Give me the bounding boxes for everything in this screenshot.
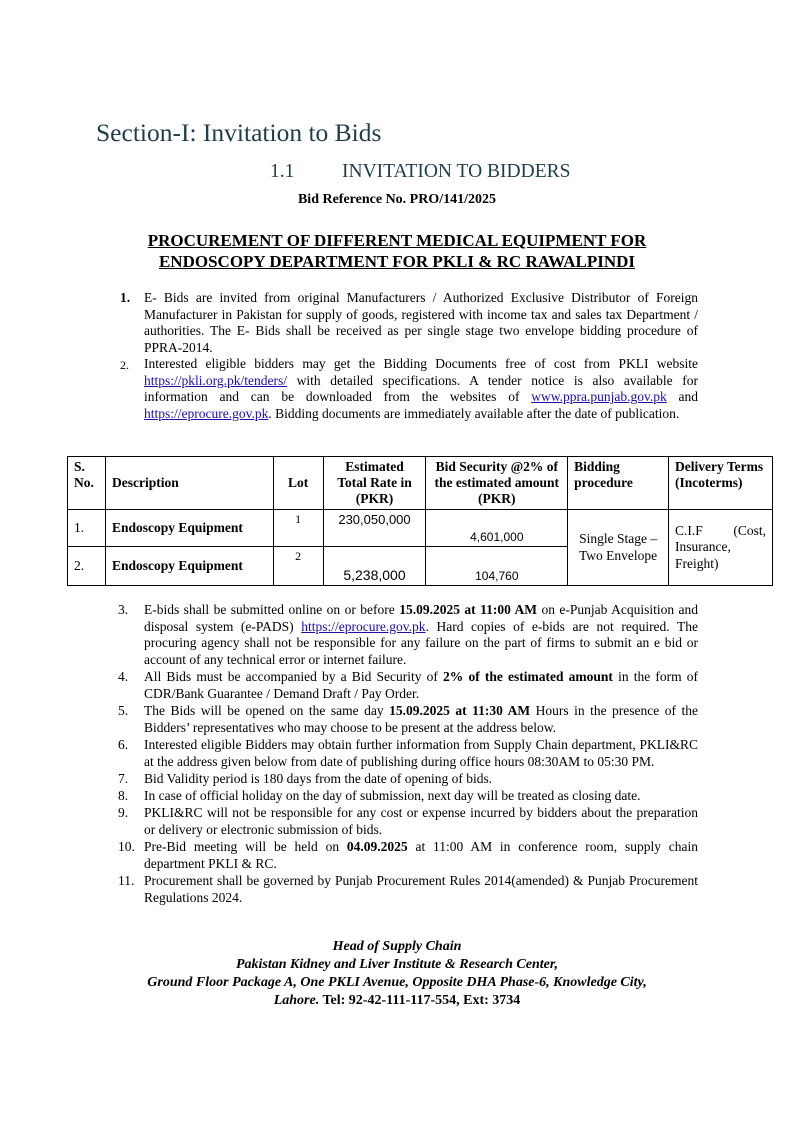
list-item-text: E-bids shall be submitted online on or before bbox=[144, 602, 400, 617]
list-item-text: Procurement shall be governed by Punjab Procurement Rules 2014(amended) & Punjab Procurement Regulations 2024. bbox=[144, 873, 698, 905]
table-row bbox=[68, 510, 773, 547]
footer-line-3: Ground Floor Package A, One PKLI Avenue, Opposite DHA Phase-6, Knowledge City, bbox=[147, 975, 647, 990]
list-item-number: 11. bbox=[118, 873, 135, 889]
list-item bbox=[118, 703, 698, 736]
list-item-text: on e-Punjab Acquisition and disposal system (e-PADS) bbox=[144, 602, 698, 634]
list-item-text: . Hard copies of e-bids are not required. The procuring agency shall not be responsible for any failure on the part of firms to submit an e bid or account of any technical error or internet failure. bbox=[144, 618, 698, 668]
bids-table bbox=[67, 456, 773, 586]
list-item-number: 3. bbox=[118, 602, 129, 617]
footer-city: Lahore. bbox=[273, 993, 320, 1008]
eprocure-link[interactable]: https://eprocure.gov.pk bbox=[301, 618, 426, 634]
section-title: Section-I: Invitation to Bids bbox=[96, 118, 382, 147]
list-item-text: All Bids must be accompanied by a Bid Security of bbox=[144, 669, 444, 685]
list-item-number: 9. bbox=[118, 805, 129, 821]
footer-phone: Tel: 92-42-111-117-554, Ext: 3734 bbox=[319, 993, 521, 1008]
procurement-title-line1: PROCUREMENT OF DIFFERENT MEDICAL EQUIPMENT FOR bbox=[147, 231, 647, 250]
cell-security: 4,601,000 bbox=[426, 510, 568, 547]
list-item-text: PKLI&RC will not be responsible for any cost or expense incurred by bidders about the preparation or delivery or electronic submission of bids. bbox=[144, 805, 698, 838]
list-item bbox=[118, 737, 698, 770]
cell-estimated: 5,238,000 bbox=[323, 547, 426, 586]
header-sno: S. No. bbox=[68, 457, 106, 510]
pkli-tenders-link[interactable]: https://pkli.org.pk/tenders/ bbox=[144, 372, 287, 388]
intro-2-number: 2. bbox=[120, 358, 129, 372]
list-item-text: at 11:00 AM in conference room, supply chain department PKLI & RC. bbox=[144, 839, 699, 872]
cell-security: 104,760 bbox=[426, 547, 568, 586]
cell-lot: 2 bbox=[273, 547, 323, 586]
header-description: Description bbox=[105, 457, 273, 510]
bid-security-rate: 2% of the estimated amount bbox=[443, 669, 613, 685]
intro-2-text-b: with detailed specifications. A tender notice is also available for information and can be downloaded from the websites of bbox=[144, 372, 698, 405]
list-item bbox=[118, 788, 698, 805]
cell-description: Endoscopy Equipment bbox=[105, 547, 273, 586]
list-item-text: Pre-Bid meeting will be held on bbox=[144, 839, 347, 855]
bid-reference: Bid Reference No. PRO/141/2025 bbox=[297, 192, 497, 207]
procurement-title-line2: ENDOSCOPY DEPARTMENT FOR PKLI & RC RAWALPINDI bbox=[158, 252, 636, 271]
cell-description: Endoscopy Equipment bbox=[105, 510, 273, 547]
cell-sno: 2. bbox=[68, 547, 106, 586]
header-security: Bid Security @2% of the estimated amount (PKR) bbox=[426, 457, 568, 510]
list-item bbox=[118, 669, 698, 702]
conditions-list bbox=[118, 602, 698, 907]
list-item bbox=[118, 805, 698, 838]
intro-2-text bbox=[144, 356, 698, 422]
cell-lot: 1 bbox=[273, 510, 323, 547]
sub-title-number: 1.1 bbox=[270, 161, 295, 182]
list-item bbox=[118, 839, 698, 872]
list-item-number: 5. bbox=[118, 703, 129, 719]
footer-line-2: Pakistan Kidney and Liver Institute & Research Center, bbox=[235, 957, 559, 972]
list-item-number: 4. bbox=[118, 669, 129, 685]
list-item-number: 8. bbox=[118, 788, 129, 804]
ppra-punjab-link[interactable]: www.ppra.punjab.gov.pk bbox=[531, 389, 667, 405]
footer-line-1: Head of Supply Chain bbox=[332, 939, 462, 954]
opening-time: 15.09.2025 at 11:30 AM bbox=[389, 703, 531, 719]
list-item bbox=[118, 771, 698, 788]
cell-sno: 1. bbox=[68, 510, 106, 547]
contact-footer bbox=[0, 938, 794, 1010]
intro-1-number: 1. bbox=[120, 290, 131, 305]
eprocure-link[interactable]: https://eprocure.gov.pk bbox=[144, 405, 269, 421]
header-delivery: Delivery Terms (Incoterms) bbox=[669, 457, 773, 510]
intro-1-text: E- Bids are invited from original Manufacturers / Authorized Exclusive Distributor of Foreign Manufacturer in Pakistan for supply of goods, registered with income tax and sales tax Department / authorities. The E- Bids shall be received as per single stage two envelope bidding procedure of PPRA-2014. bbox=[144, 290, 698, 355]
footer-line-4 bbox=[0, 992, 794, 1010]
submission-deadline: 15.09.2025 at 11:00 AM bbox=[399, 602, 538, 617]
cell-delivery: C.I.F (Cost, Insurance, Freight) bbox=[669, 510, 773, 586]
procurement-title bbox=[0, 230, 794, 272]
list-item-number: 7. bbox=[118, 771, 129, 787]
list-item bbox=[118, 602, 698, 669]
header-estimated: Estimated Total Rate in (PKR) bbox=[323, 457, 426, 510]
intro-2-text-a: Interested eligible bidders may get the Bidding Documents free of cost from PKLI website bbox=[144, 356, 698, 371]
list-item-text: In case of official holiday on the day of submission, next day will be treated as closing date. bbox=[144, 788, 641, 804]
cell-procedure: Single Stage – Two Envelope bbox=[568, 510, 669, 586]
intro-2-text-d: . Bidding documents are immediately available after the date of publication. bbox=[268, 405, 680, 421]
table-header-row bbox=[68, 457, 773, 510]
cell-estimated: 230,050,000 bbox=[323, 510, 426, 547]
pre-bid-date: 04.09.2025 bbox=[346, 839, 408, 855]
sub-title-text: INVITATION TO BIDDERS bbox=[342, 161, 571, 182]
header-lot: Lot bbox=[273, 457, 323, 510]
header-procedure: Bidding procedure bbox=[568, 457, 669, 510]
list-item bbox=[118, 873, 698, 906]
sub-title bbox=[270, 161, 570, 183]
list-item-text: Interested eligible Bidders may obtain further information from Supply Chain department, PKLI&RC at the address given below from date of publishing during office hours 08:30AM to 05:30 PM. bbox=[144, 737, 698, 769]
intro-2-text-c: and bbox=[666, 389, 698, 405]
list-item-text: Hours in the presence of the Bidders’ representatives who may choose to be present at the address below. bbox=[144, 703, 698, 735]
list-item-number: 6. bbox=[118, 737, 129, 753]
list-item-text: Bid Validity period is 180 days from the date of opening of bids. bbox=[144, 771, 493, 787]
list-item-number: 10. bbox=[118, 839, 135, 855]
list-item-text: in the form of CDR/Bank Guarantee / Demand Draft / Pay Order. bbox=[144, 669, 699, 702]
list-item-text: The Bids will be opened on the same day bbox=[144, 703, 390, 719]
